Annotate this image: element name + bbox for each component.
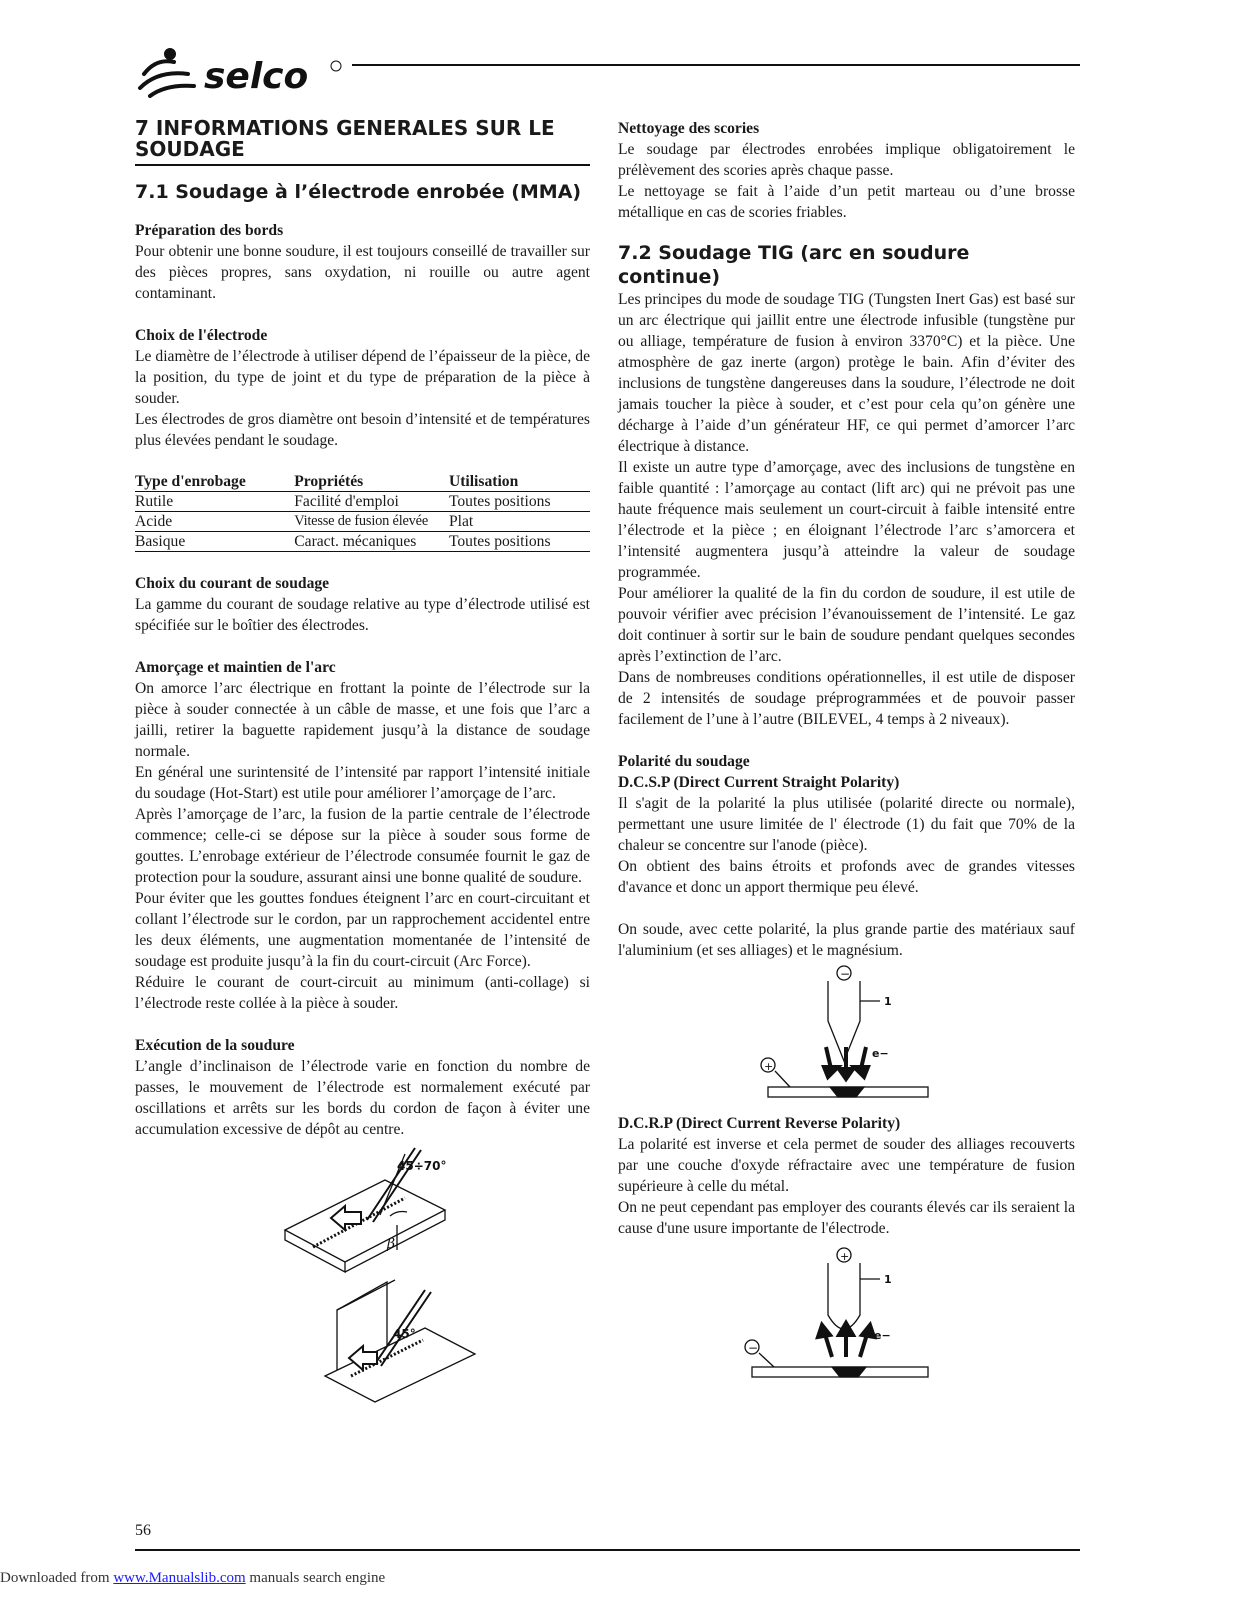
prep-heading: Préparation des bords xyxy=(135,222,284,239)
chapter-title: 7 INFORMATIONS GENERALES SUR LE SOUDAGE xyxy=(135,118,590,166)
svg-text:e−: e− xyxy=(872,1047,889,1060)
dcrp-heading: D.C.R.P (Direct Current Reverse Polarity) xyxy=(618,1115,901,1132)
electrode-angle-figure xyxy=(135,1140,590,1410)
selco-logo xyxy=(136,44,346,100)
tig-paragraph-4: Dans de nombreuses conditions opérationnelles, il est utile de disposer de 2 intensités de soudage préprogrammées et de pouvoir passer facilement de l’une à l’autre (BILEVEL, 4 temps à 2 niveaux). xyxy=(618,669,1075,728)
table-row xyxy=(135,492,590,512)
svg-text:selco: selco xyxy=(204,56,309,97)
choix-paragraph-1: Le diamètre de l’électrode à utiliser dépend de l’épaisseur de la pièce, de la position, du type de joint et du type de préparation de la pièce à souder. xyxy=(135,348,590,407)
header-rule xyxy=(352,64,1080,66)
svg-text:−: − xyxy=(748,1341,759,1355)
execution-heading: Exécution de la soudure xyxy=(135,1037,295,1054)
amorcage-paragraph-3: Après l’amorçage de l’arc, la fusion de la partie centrale de l’électrode commence; celle-ci se dépose sur la pièce à souder sous forme de gouttes. L’enrobage extérieur de l’électrode consumée fournit le gaz de protection pour la soudure, assurant ainsi une bonne qualité de soudure. xyxy=(135,806,590,886)
left-column xyxy=(135,118,590,1410)
amorcage-heading: Amorçage et maintien de l'arc xyxy=(135,659,336,676)
svg-text:1: 1 xyxy=(884,1273,892,1286)
courant-heading: Choix du courant de soudage xyxy=(135,575,330,592)
table-header: Utilisation xyxy=(449,472,590,492)
table-row xyxy=(135,512,590,532)
tig-paragraph-3: Pour améliorer la qualité de la fin du cordon de soudure, il est utile de pouvoir vérifier avec précision l’évanouissement de l’intensité. Le gaz doit continuer à sortir sur le bain de soudure pendant quelques secondes après l’extinction de l’arc. xyxy=(618,585,1075,665)
svg-text:+: + xyxy=(840,1250,850,1263)
table-cell: Plat xyxy=(449,512,590,532)
amorcage-paragraph-4: Pour éviter que les gouttes fondues éteignent l’arc en court-circuitant et collant l’électrode sur le cordon, par un rapprochement accidentel entre les deux éléments, une augmentation momentanée de l’intensité de soudage est produite jusqu’à la fin du court-circuit (Arc Force). xyxy=(135,890,590,970)
tig-paragraph-2: Il existe un autre type d’amorçage, avec des inclusions de tungstène en faible quantité : l’amorçage au contact (lift arc) qui ne prévoit pas une haute fréquence mais seulement un court-circuit à faible intensité entre l’électrode et la pièce ; en éloignant l’électrode l’arc s’amorcera et l’intensité augmentera jusqu’à atteindre la valeur de soudage programmée. xyxy=(618,459,1075,581)
svg-text:45÷70°: 45÷70° xyxy=(397,1159,447,1173)
dcrp-paragraph-2: On ne peut cependant pas employer des courants élevés car ils seraient la cause d'une usure importante de l'électrode. xyxy=(618,1199,1075,1237)
manualslib-link[interactable]: www.Manualslib.com xyxy=(113,1570,246,1586)
table-cell: Rutile xyxy=(135,492,294,512)
table-header: Type d'enrobage xyxy=(135,472,294,492)
download-footer xyxy=(0,1570,385,1587)
table-cell: Toutes positions xyxy=(449,492,590,512)
choix-paragraph-2: Les électrodes de gros diamètre ont besoin d’intensité et de températures plus élevées pendant le soudage. xyxy=(135,411,590,449)
amorcage-paragraph-1: On amorce l’arc électrique en frottant la pointe de l’électrode sur la pièce à souder connectée à un câble de masse, et une fois que l’arc a jailli, retirer la baguette rapidement jusqu’à la distance de soudage normale. xyxy=(135,680,590,760)
table-row xyxy=(135,532,590,552)
execution-paragraph: L’angle d’inclinaison de l’électrode varie en fonction du nombre de passes, le mouvement de l’électrode est normalement exécuté par oscillations et arrêts sur les bords du cordon de façon à éviter une accumulation excessive de dépôt au centre. xyxy=(135,1058,590,1138)
dcsp-heading: D.C.S.P (Direct Current Straight Polarity) xyxy=(618,774,900,791)
svg-text:β: β xyxy=(387,1236,396,1252)
table-cell: Acide xyxy=(135,512,294,532)
svg-text:+: + xyxy=(764,1060,774,1073)
section-72-title: 7.2 Soudage TIG (arc en soudure continue) xyxy=(618,242,970,288)
tig-paragraph-1: Les principes du mode de soudage TIG (Tungsten Inert Gas) est basé sur un arc électrique qui jaillit entre une électrode infusible (tungstène pur ou alliage, température de fusion à environ 3370°C) et la pièce. Une atmosphère de gaz inerte (argon) protège le bain. Afin d’éviter des inclusions de tungstène dangereuses dans la soudure, l’électrode ne doit jamais toucher la pièce à souder, et c’est pour cela qu’on génère une décharge à l’aide d’un générateur HF, ce qui permet d’amorcer l’arc électrique à distance. xyxy=(618,291,1075,455)
polarite-heading: Polarité du soudage xyxy=(618,753,750,770)
dcrp-figure xyxy=(618,1239,1075,1407)
nettoyage-heading: Nettoyage des scories xyxy=(618,120,760,137)
amorcage-paragraph-2: En général une surintensité de l’intensité par rapport l’intensité initiale du soudage (Hot-Start) est utile pour améliorer l’amorçage de l’arc. xyxy=(135,764,590,802)
electrode-types-table xyxy=(135,472,590,552)
dcsp-figure xyxy=(618,961,1075,1113)
footer-rule xyxy=(135,1549,1080,1551)
download-suffix: manuals search engine xyxy=(245,1570,386,1586)
courant-paragraph: La gamme du courant de soudage relative au type d’électrode utilisé est spécifiée sur le boîtier des électrodes. xyxy=(135,596,590,634)
section-71-title: 7.1 Soudage à l’électrode enrobée (MMA) xyxy=(135,181,582,203)
table-cell: Facilité d'emploi xyxy=(294,492,449,512)
dcrp-paragraph-1: La polarité est inverse et cela permet de souder des alliages recouverts par une couche d'oxyde réfractaire avec une température de fusion supérieure à celle du métal. xyxy=(618,1136,1075,1195)
table-cell: Vitesse de fusion élevée xyxy=(294,512,449,532)
page-number: 56 xyxy=(135,1522,151,1539)
svg-text:1: 1 xyxy=(884,995,892,1008)
table-header-row xyxy=(135,472,590,492)
table-cell: Toutes positions xyxy=(449,532,590,552)
nettoyage-paragraph-1: Le soudage par électrodes enrobées implique obligatoirement le prélèvement des scories après chaque passe. xyxy=(618,141,1075,179)
dcsp-paragraph-3: On soude, avec cette polarité, la plus grande partie des matériaux sauf l'aluminium (et ses alliages) et le magnésium. xyxy=(618,921,1075,959)
svg-text:e−: e− xyxy=(874,1329,891,1342)
dcsp-paragraph-1: Il s'agit de la polarité la plus utilisée (polarité directe ou normale), permettant une usure limitée de l' électrode (1) du fait que 70% de la chaleur se concentre sur l'anode (pièce). xyxy=(618,795,1075,854)
logo-swirl-icon xyxy=(140,50,194,96)
table-cell: Basique xyxy=(135,532,294,552)
amorcage-paragraph-5: Réduire le courant de court-circuit au minimum (anti-collage) si l’électrode reste collée à la pièce à souder. xyxy=(135,974,590,1012)
dcsp-paragraph-2: On obtient des bains étroits et profonds avec de grandes vitesses d'avance et donc un apport thermique peu élevé. xyxy=(618,858,1075,896)
svg-text:−: − xyxy=(840,967,851,981)
download-prefix: Downloaded from xyxy=(0,1570,114,1586)
nettoyage-paragraph-2: Le nettoyage se fait à l’aide d’un petit marteau ou d’une brosse métallique en cas de scories friables. xyxy=(618,183,1075,221)
choix-heading: Choix de l'électrode xyxy=(135,327,268,344)
svg-text:45°: 45° xyxy=(393,1327,416,1341)
table-cell: Caract. mécaniques xyxy=(294,532,449,552)
table-header: Propriétés xyxy=(294,472,449,492)
prep-paragraph: Pour obtenir une bonne soudure, il est toujours conseillé de travailler sur des pièces propres, sans oxydation, ni rouille ou autre agent contaminant. xyxy=(135,243,590,302)
right-column xyxy=(618,118,1075,1407)
